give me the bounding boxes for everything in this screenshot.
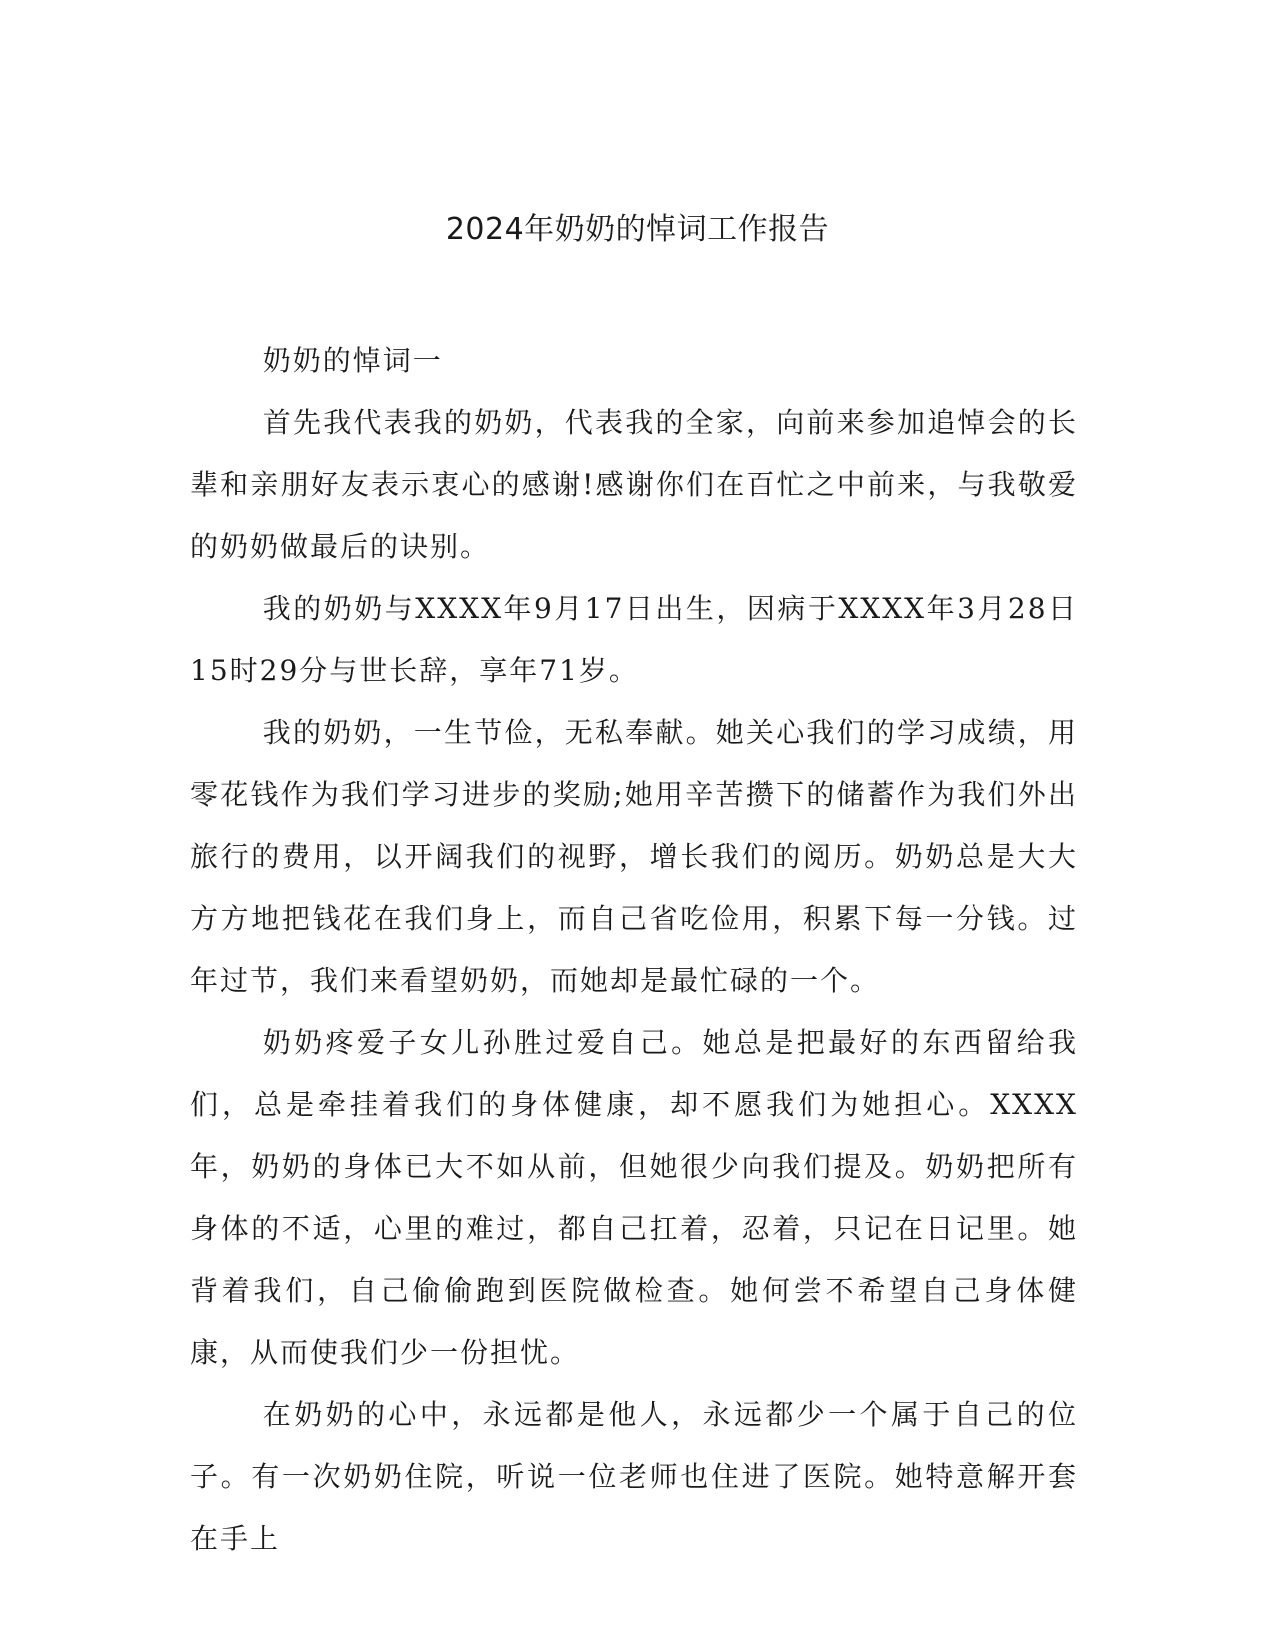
paragraph: 我的奶奶与XXXX年9月17日出生，因病于XXXX年3月28日15时29分与世长辞，享年71岁。: [190, 592, 1078, 687]
paragraph: 奶奶疼爱子女儿孙胜过爱自己。她总是把最好的东西留给我们，总是牵挂着我们的身体健康，却不愿我们为她担心。XXXX年，奶奶的身体已大不如从前，但她很少向我们提及。奶奶把所有身体的不适，心里的难过，都自己扛着，忍着，只记在日记里。她背着我们，自己偷偷跑到医院做检查。她何尝不希望自己身体健康，从而使我们少一份担忧。: [190, 1026, 1078, 1369]
section-heading: 奶奶的悼词一: [262, 344, 443, 377]
paragraph: 我的奶奶，一生节俭，无私奉献。她关心我们的学习成绩，用零花钱作为我们学习进步的奖励;她用辛苦攒下的储蓄作为我们外出旅行的费用，以开阔我们的视野，增长我们的阅历。奶奶总是大大方方地把钱花在我们身上，而自己省吃俭用，积累下每一分钱。过年过节，我们来看望奶奶，而她却是最忙碌的一个。: [190, 716, 1078, 997]
document-body: [190, 330, 1078, 1570]
document-title: 2024年奶奶的悼词工作报告: [445, 212, 830, 247]
paragraph: 首先我代表我的奶奶，代表我的全家，向前来参加追悼会的长辈和亲朋好友表示衷心的感谢!感谢你们在百忙之中前来，与我敬爱的奶奶做最后的诀别。: [190, 406, 1078, 563]
paragraph: 在奶奶的心中，永远都是他人，永远都少一个属于自己的位子。有一次奶奶住院，听说一位老师也住进了医院。她特意解开套在手上: [190, 1398, 1078, 1555]
